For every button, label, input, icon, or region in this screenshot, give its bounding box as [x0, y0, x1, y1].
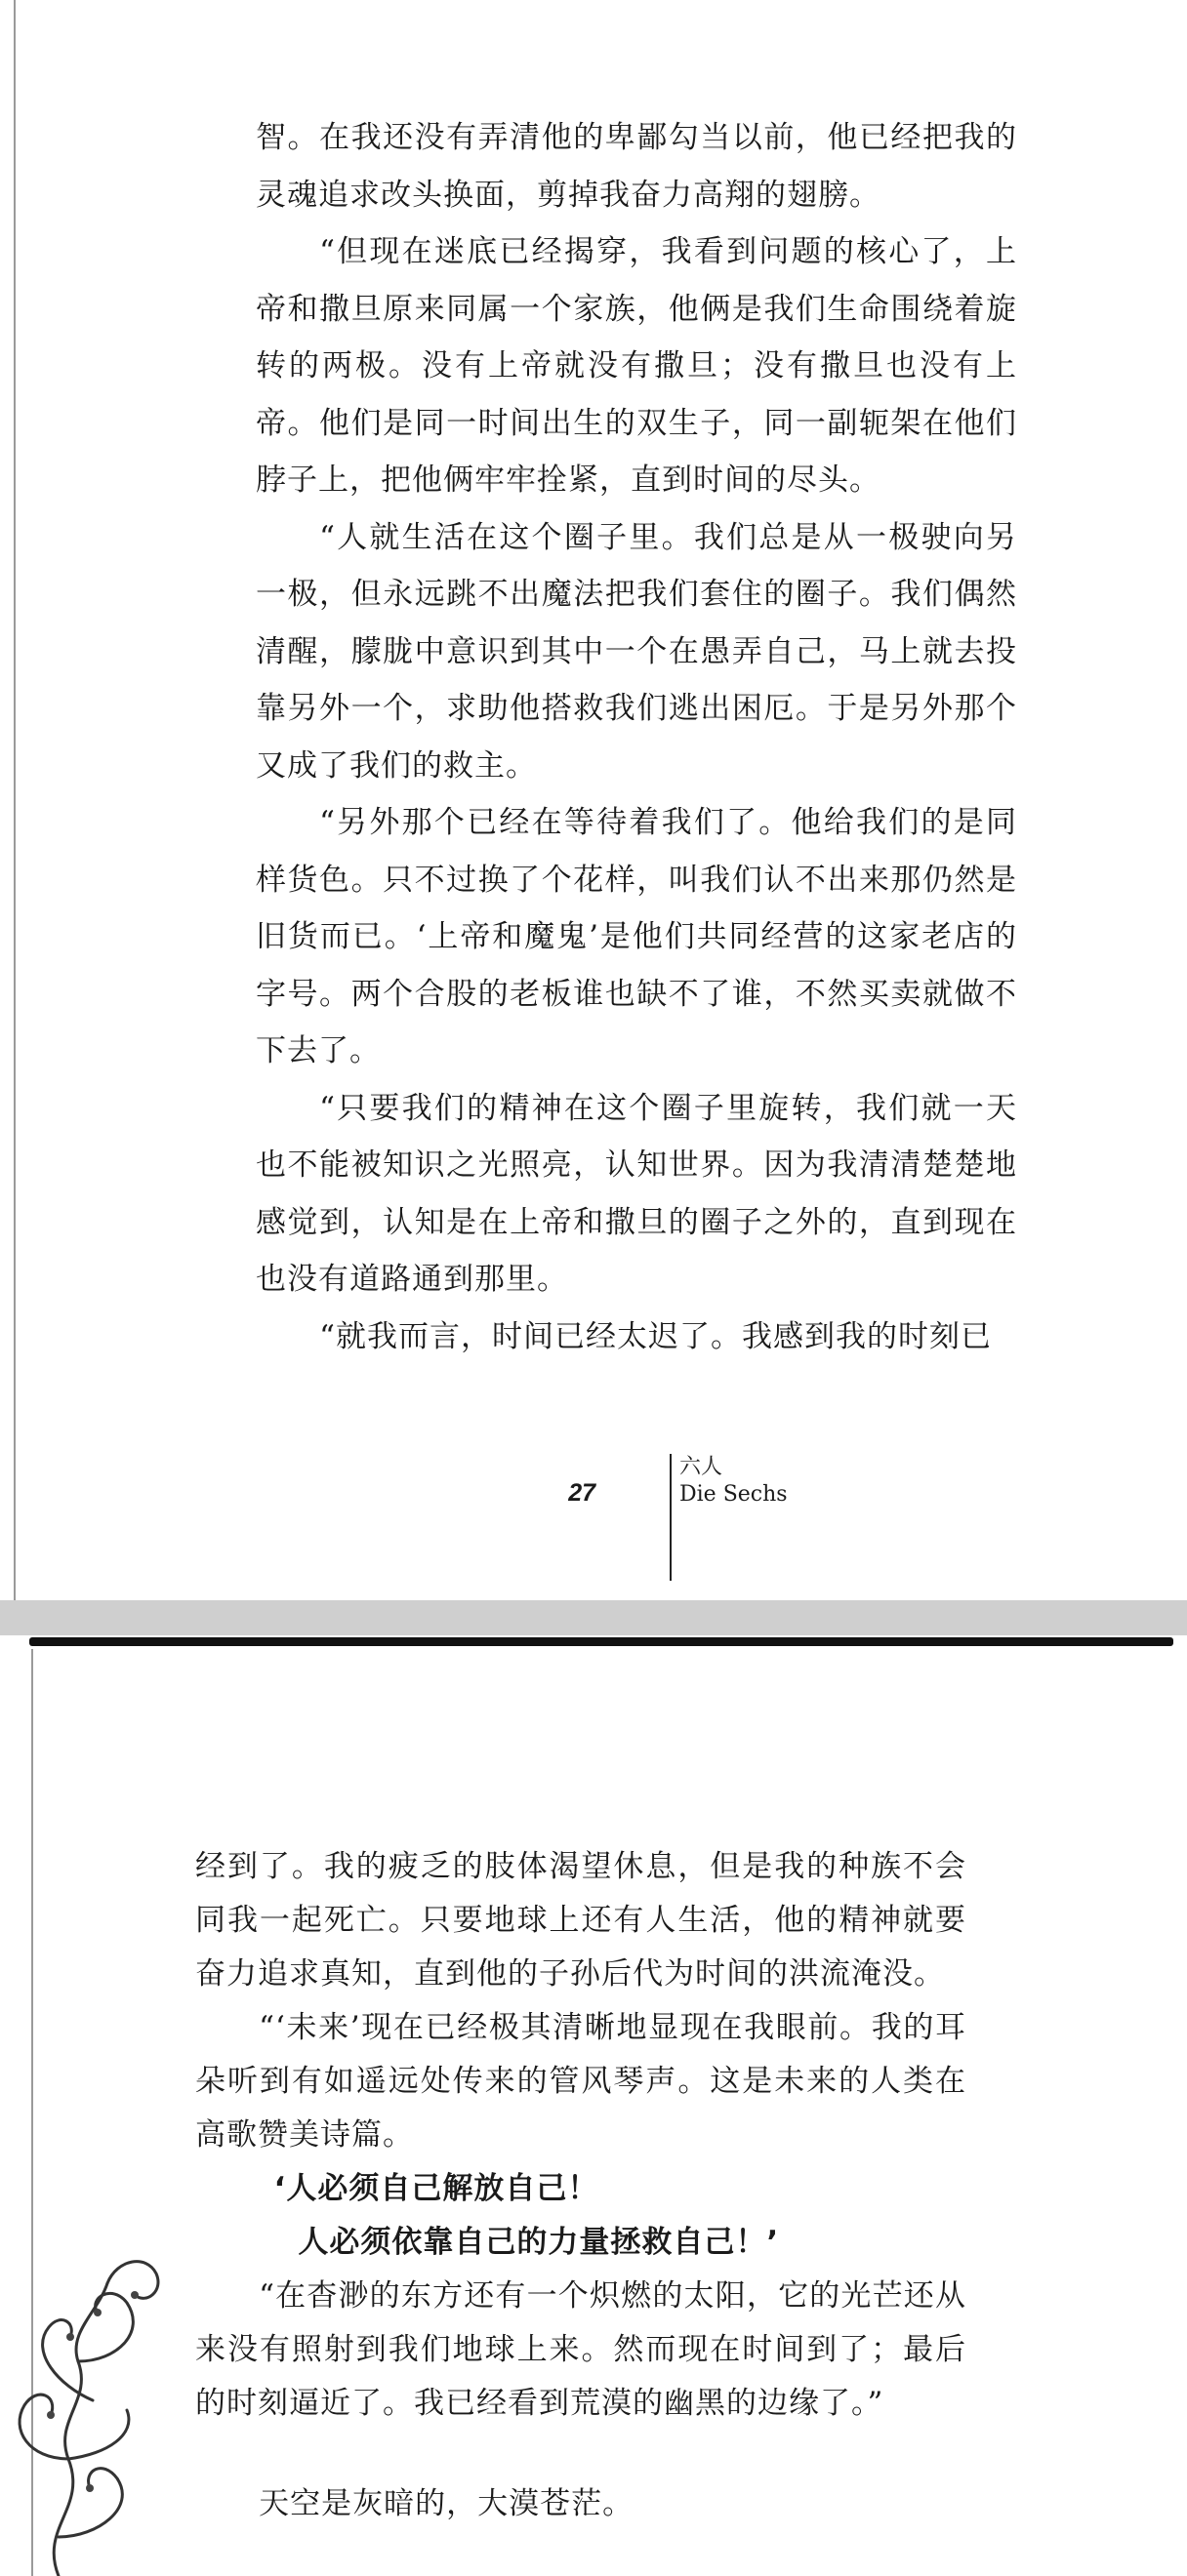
page2-body	[195, 1840, 966, 2531]
paragraph: “在杳渺的东方还有一个炽燃的太阳，它的光芒还从来没有照射到我们地球上来。然而现在时间到了；最后的时刻逼近了。我已经看到荒漠的幽黑的边缘了。”	[195, 2278, 966, 2421]
running-head	[679, 1454, 788, 1509]
paragraph: “另外那个已经在等待着我们了。他给我们的是同样货色。只不过换了个花样，叫我们认不出来那仍然是旧货而已。‘上帝和魔鬼’是他们共同经营的这家老店的字号。两个合股的老板谁也缺不了谁，不然买卖就做不下去了。	[256, 805, 1017, 1068]
bold-quote-line: 人必须依靠自己的力量拯救自己！’	[298, 2225, 780, 2260]
closing-line: 天空是灰暗的，大漠苍茫。	[259, 2486, 634, 2521]
page-top-rule	[29, 1637, 1173, 1646]
paragraph: “但现在迷底已经揭穿，我看到问题的核心了，上帝和撒旦原来同属一个家族，他俩是我们生命围绕着旋转的两极。没有上帝就没有撒旦；没有撒旦也没有上帝。他们是同一时间出生的双生子，同一副轭架在他们脖子上，把他俩牢牢拴紧，直到时间的尽头。	[256, 234, 1017, 498]
paragraph: “‘未来’现在已经极其清晰地显现在我眼前。我的耳朵听到有如遥远处传来的管风琴声。这是未来的人类在高歌赞美诗篇。	[195, 2010, 966, 2153]
floral-ornament-icon	[0, 2215, 185, 2576]
paragraph: 智。在我还没有弄清他的卑鄙勾当以前，他已经把我的灵魂追求改头换面，剪掉我奋力高翔的翅膀。	[256, 120, 1017, 213]
running-head-de: Die Sechs	[679, 1482, 788, 1507]
page-number: 27	[568, 1479, 595, 1507]
bold-quote-line: ‘人必须自己解放自己！	[273, 2171, 599, 2206]
page-gap	[0, 1600, 1187, 1635]
paragraph: “人就生活在这个圈子里。我们总是从一极驶向另一极，但永远跳不出魔法把我们套住的圈子。我们偶然清醒，朦胧中意识到其中一个在愚弄自己，马上就去投靠另外一个，求助他搭救我们逃出困厄。于是另外那个又成了我们的救主。	[256, 519, 1017, 784]
paragraph: 经到了。我的疲乏的肢体渴望休息，但是我的种族不会同我一起死亡。只要地球上还有人生活，他的精神就要奋力追求真知，直到他的子孙后代为时间的洪流淹没。	[195, 1849, 966, 1992]
page-left-edge	[14, 0, 16, 1600]
paragraph: “只要我们的精神在这个圈子里旋转，我们就一天也不能被知识之光照亮，认知世界。因为我清清楚楚地感觉到，认知是在上帝和撒旦的圈子之外的，直到现在也没有道路通到那里。	[256, 1090, 1017, 1297]
running-head-cn: 六人	[679, 1455, 723, 1479]
page1-body	[256, 109, 1017, 1365]
paragraph: “就我而言，时间已经太迟了。我感到我的时刻已	[319, 1318, 992, 1354]
footer-divider	[670, 1454, 672, 1581]
